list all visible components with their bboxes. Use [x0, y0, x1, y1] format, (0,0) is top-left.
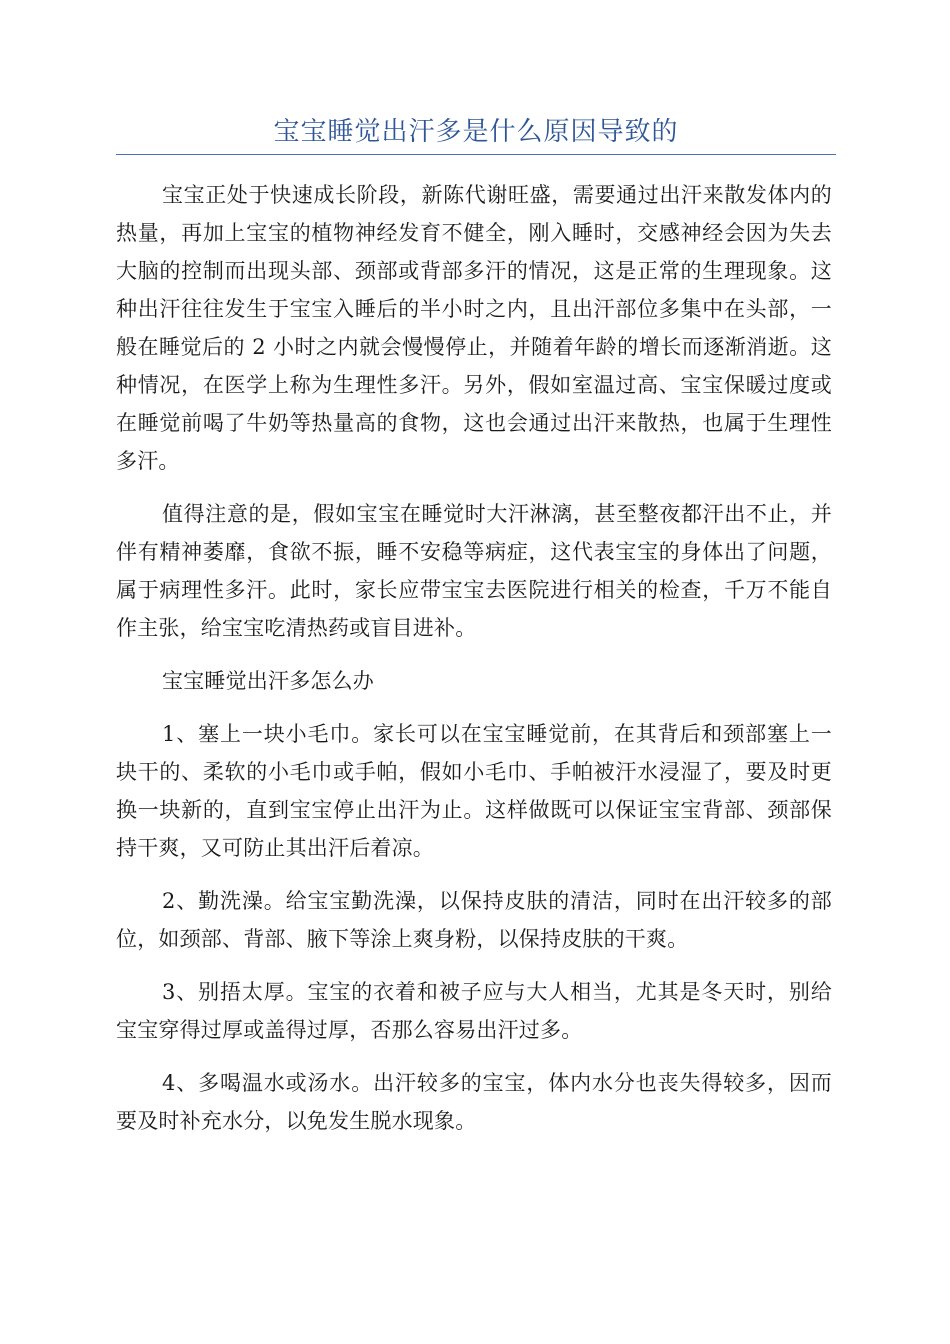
list-item-1: 1、塞上一块小毛巾。家长可以在宝宝睡觉前，在其背后和颈部塞上一块干的、柔软的小毛巾或手帕，假如小毛巾、手帕被汗水浸湿了，要及时更换一块新的，直到宝宝停止出汗为止。这样做既可以保证宝宝背部、颈部保持干爽，又可防止其出汗后着凉。 [116, 722, 832, 860]
list-item-4: 4、多喝温水或汤水。出汗较多的宝宝，体内水分也丧失得较多，因而要及时补充水分，以免发生脱水现象。 [116, 1071, 832, 1133]
section-heading: 宝宝睡觉出汗多怎么办 [162, 669, 374, 693]
list-item-2: 2、勤洗澡。给宝宝勤洗澡，以保持皮肤的清洁，同时在出汗较多的部位，如颈部、背部、腋下等涂上爽身粉，以保持皮肤的干爽。 [116, 889, 832, 951]
document-body [116, 176, 832, 1155]
paragraph-warning: 值得注意的是，假如宝宝在睡觉时大汗淋漓，甚至整夜都汗出不止，并伴有精神萎靡，食欲不振，睡不安稳等病症，这代表宝宝的身体出了问题，属于病理性多汗。此时，家长应带宝宝去医院进行相关的检查，千万不能自作主张，给宝宝吃清热药或盲目进补。 [116, 502, 832, 640]
list-item-3: 3、别捂太厚。宝宝的衣着和被子应与大人相当，尤其是冬天时，别给宝宝穿得过厚或盖得过厚，否那么容易出汗过多。 [116, 980, 832, 1042]
title-underline [116, 154, 836, 155]
paragraph-intro: 宝宝正处于快速成长阶段，新陈代谢旺盛，需要通过出汗来散发体内的热量，再加上宝宝的植物神经发育不健全，刚入睡时，交感神经会因为失去大脑的控制而出现头部、颈部或背部多汗的情况，这是正常的生理现象。这种出汗往往发生于宝宝入睡后的半小时之内，且出汗部位多集中在头部，一般在睡觉后的 2 小时之内就会慢慢停止，并随着年龄的增长而逐渐消逝。这种情况，在医学上称为生理性多汗。另外，假如室温过高、宝宝保暖过度或在睡觉前喝了牛奶等热量高的食物，这也会通过出汗来散热，也属于生理性多汗。 [116, 183, 832, 473]
document-title: 宝宝睡觉出汗多是什么原因导致的 [273, 117, 679, 147]
